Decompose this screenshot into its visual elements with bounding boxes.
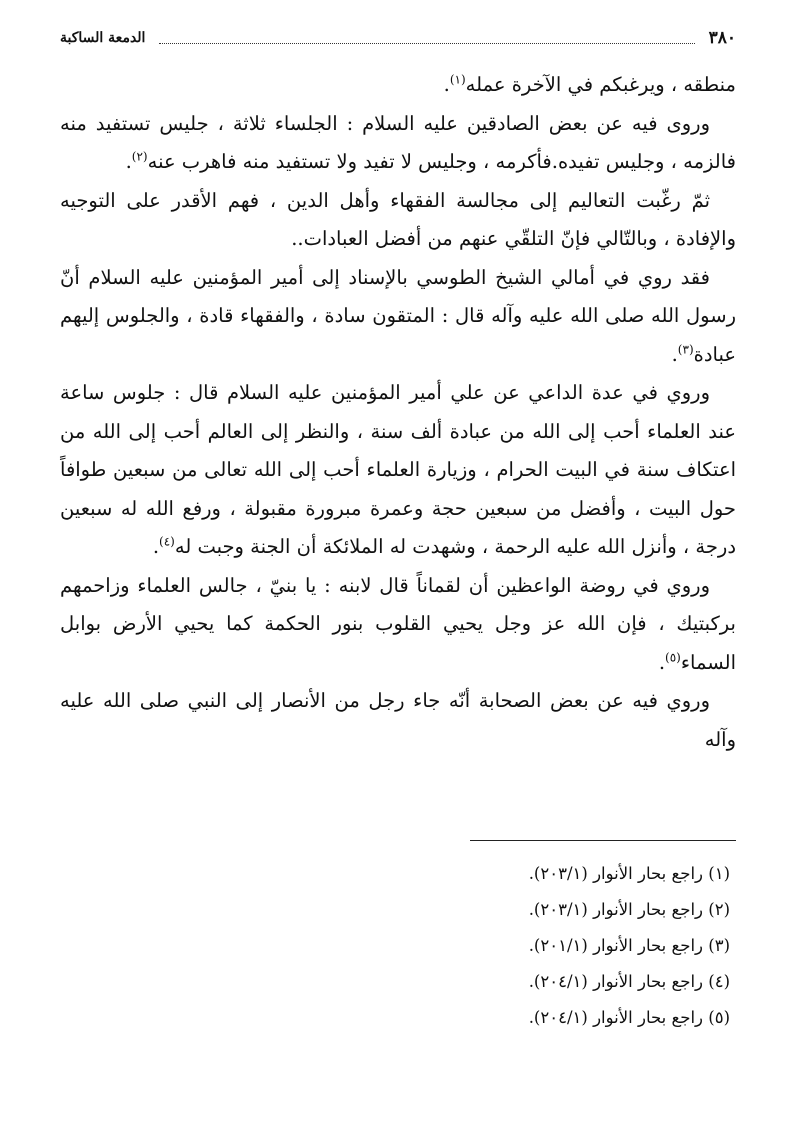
page-number: ٣٨٠: [708, 28, 736, 48]
paragraph-6: [60, 567, 736, 683]
footnote-2: (٢) راجع بحار الأنوار (٢٠٣/١).: [528, 900, 730, 919]
footnote-4: (٤) راجع بحار الأنوار (٢٠٤/١).: [528, 972, 730, 991]
paragraph-text: منطقه ، ويرغبكم في الآخرة عمله: [465, 73, 736, 96]
footnote-3: (٣) راجع بحار الأنوار (٢٠١/١).: [528, 936, 730, 955]
footnote-ref[interactable]: (٢): [131, 149, 148, 164]
footnote-5: (٥) راجع بحار الأنوار (٢٠٤/١).: [528, 1008, 730, 1027]
paragraph-text: وروي في روضة الواعظين أن لقماناً قال لابنه : يا بنيّ ، جالس العلماء وزاحمهم بركبتيك ، فإن الله عز وجل يحيي القلوب بنور الحكمة كما يحيي الأرض بوابل السماء: [60, 573, 736, 674]
paragraph-2: [60, 105, 736, 182]
footnotes: [60, 856, 736, 1036]
paragraph-tail: .: [152, 535, 160, 558]
paragraph-text: فقد روي في أمالي الشيخ الطوسي بالإسناد إلى أمير المؤمنين عليه السلام أنّ رسول الله صلى الله عليه وآله قال : المتقون سادة ، والفقهاء قادة ، والجلوس إليهم عبادة: [60, 265, 736, 366]
paragraph-text: وروي فيه عن بعض الصحابة أنّه جاء رجل من الأنصار إلى النبي صلى الله عليه وآله: [60, 689, 736, 751]
paragraph-tail: .: [443, 73, 450, 96]
paragraph-tail: .: [671, 342, 678, 366]
paragraph-1: [60, 66, 736, 105]
paragraph-7: [60, 682, 736, 759]
header-dotted-leader: [159, 43, 694, 44]
main-text: [60, 66, 736, 759]
footnote-1: (١) راجع بحار الأنوار (٢٠٣/١).: [528, 864, 730, 883]
paragraph-tail: .: [125, 150, 132, 173]
paragraph-5: [60, 374, 736, 567]
footnote-ref[interactable]: (٥): [665, 650, 681, 664]
footnote-ref[interactable]: (٣): [677, 342, 694, 356]
paragraph-3: [60, 182, 736, 259]
running-header: [60, 26, 736, 50]
footnote-ref[interactable]: (١): [449, 72, 466, 87]
book-title: الدمعة الساكبة: [60, 30, 146, 46]
paragraph-text: ثمّ رغّبت التعاليم إلى مجالسة الفقهاء وأهل الدين ، فهم الأقدر على التوجيه والإفادة ، وبالتّالي فإنّ التلقّي عنهم من أفضل العبادات..: [60, 188, 736, 250]
paragraph-text: وروى فيه عن بعض الصادقين عليه السلام : الجلساء ثلاثة ، جليس تستفيد منه فالزمه ، وجليس تفيده.فأكرمه ، وجليس لا تفيد ولا تستفيد منه فاهرب عنه: [60, 111, 736, 173]
footnote-ref[interactable]: (٤): [159, 534, 175, 549]
paragraph-4: [60, 259, 736, 375]
footnote-divider: [470, 840, 736, 841]
paragraph-text: وروي في عدة الداعي عن علي أمير المؤمنين عليه السلام قال : جلوس ساعة عند العلماء أحب إلى الله من عبادة ألف سنة ، والنظر إلى العالم أحب إلى الله من اعتكاف سنة في البيت الحرام ، وزيارة العلماء أحب إلى الله تعالى من سبعين طوافاً حول البيت ، وأفضل من سبعين حجة وعمرة مبرورة مقبولة ، ورفع الله له سبعين درجة ، وأنزل الله عليه الرحمة ، وشهدت له الملائكة أن الجنة وجبت له: [60, 381, 736, 558]
paragraph-tail: .: [658, 650, 666, 674]
